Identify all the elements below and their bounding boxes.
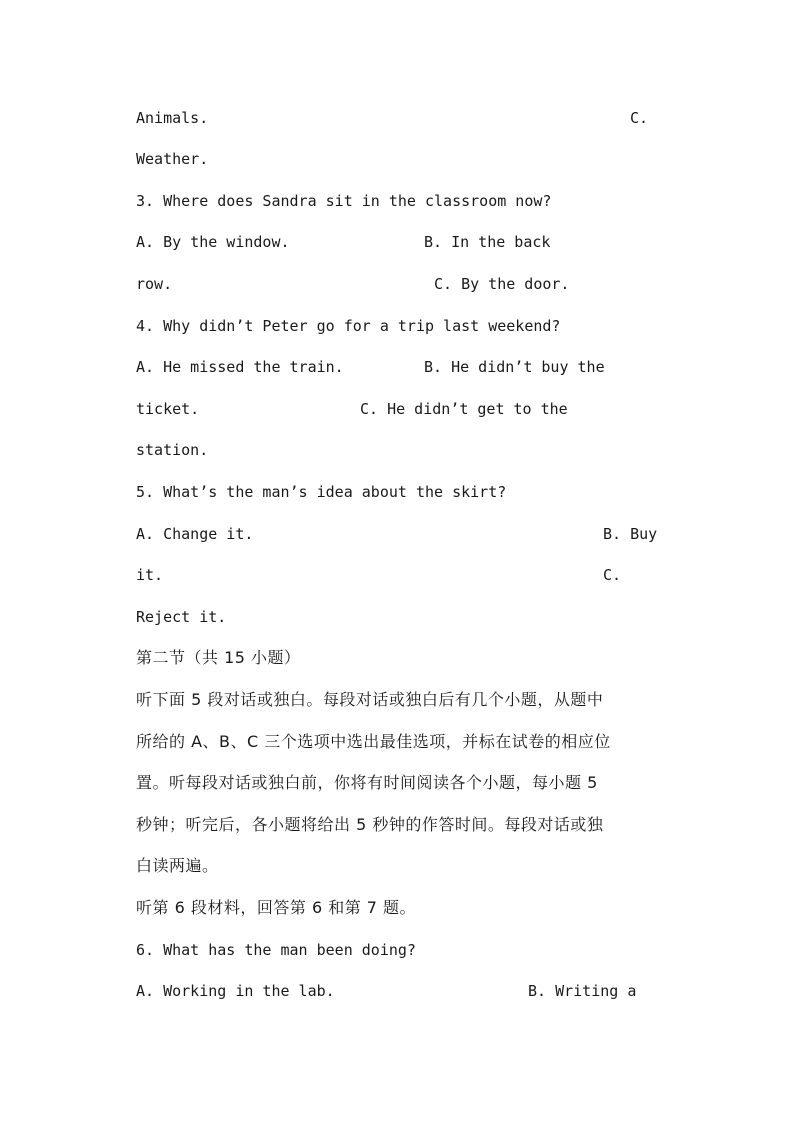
question-text: 5. What’s the man’s idea about the skirt? [136, 483, 507, 501]
instruction-line [136, 854, 658, 878]
option-a: A. Working in the lab. [136, 982, 335, 1000]
instruction-text: 所给的 A、B、C 三个选项中选出最佳选项，并标在试卷的相应位 [136, 732, 611, 751]
option-line [136, 355, 658, 379]
option-c-text: Weather. [136, 150, 209, 168]
instruction-line [136, 771, 658, 795]
option-b: B. He didn’t buy the [424, 358, 605, 376]
instruction-text: 白读两遍。 [136, 856, 219, 875]
instruction-text: 听下面 5 段对话或独白。每段对话或独白后有几个小题，从题中 [136, 690, 604, 709]
option-b-continued: it. [136, 566, 164, 584]
option-line [136, 563, 658, 587]
option-line [136, 397, 658, 421]
question-text: 3. Where does Sandra sit in the classroom now? [136, 192, 552, 210]
option-b: B. Writing a [528, 982, 637, 1000]
instruction-text: 置。听每段对话或独白前，你将有时间阅读各个小题，每小题 5 [136, 773, 598, 792]
material-instruction [136, 896, 658, 920]
option-line [136, 979, 658, 1003]
instruction-text: 听第 6 段材料，回答第 6 和第 7 题。 [136, 898, 417, 917]
option-line [136, 230, 658, 254]
question-text: 6. What has the man been doing? [136, 941, 416, 959]
option-line [136, 438, 658, 462]
option-b-text: Animals. [136, 109, 209, 127]
option-b: B. In the back [424, 233, 551, 251]
question-4 [136, 314, 658, 338]
question-5 [136, 480, 658, 504]
option-b-continued: ticket. [136, 400, 200, 418]
section-title: 第二节（共 15 小题） [136, 648, 301, 667]
option-line [136, 522, 658, 546]
option-line [136, 605, 658, 629]
option-line [136, 272, 658, 296]
option-line [136, 106, 658, 130]
instruction-line [136, 688, 658, 712]
option-b: B. Buy [603, 525, 658, 543]
option-line [136, 147, 658, 171]
option-c-text: Reject it. [136, 608, 227, 626]
option-a: A. Change it. [136, 525, 254, 543]
option-a: A. He missed the train. [136, 358, 344, 376]
option-c: C. He didn’t get to the [360, 400, 568, 418]
question-text: 4. Why didn’t Peter go for a trip last weekend? [136, 317, 561, 335]
option-b-continued: row. [136, 275, 173, 293]
question-6 [136, 938, 658, 962]
question-3 [136, 189, 658, 213]
instruction-line [136, 730, 658, 754]
option-c-label: C. [603, 566, 622, 584]
section-heading [136, 646, 658, 670]
option-c-label: C. [630, 109, 649, 127]
instruction-line [136, 813, 658, 837]
option-a: A. By the window. [136, 233, 290, 251]
option-c: C. By the door. [434, 275, 570, 293]
instruction-text: 秒钟；听完后，各小题将给出 5 秒钟的作答时间。每段对话或独 [136, 815, 604, 834]
option-c-continued: station. [136, 441, 209, 459]
